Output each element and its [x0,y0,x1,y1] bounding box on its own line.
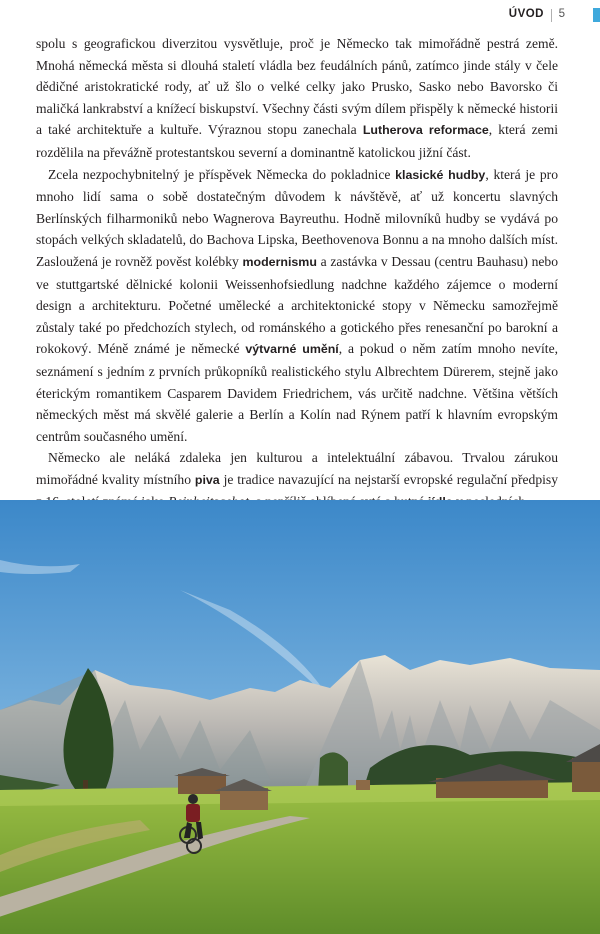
text-run: , a pokud o něm zatím mnoho nevíte, seznámení s jedním z prvních průkopníků realistického stylu Albrechtem Dürerem, stejně jako éterickým romantikem Casparem Davidem Friedrichem, vás určitě nadchne. Většina větších německých měst má skvělé galerie a Berlín a Kolín nad Rýnem patří k hlavním evropským centrům současného umění. [36,341,558,444]
paragraph [36,33,558,164]
text-run: Německo ale neláká zdaleka jen kulturou a intelektuální zábavou. Trvalou zárukou mimořádné kvality místního [36,450,558,487]
highlighted-term: klasické hudby [395,167,486,182]
highlighted-term: Lutherova reformace [362,123,489,138]
text-run: , která je pro mnoho lidí sama o sobě dostatečným důvodem k návštěvě, ať už koncertu slavných Berlínských filharmoniků nebo Wagnerova Bayreuthu. Hodně milovníků hudby se vydává po stopách velkých skladatelů, do Bachova Lipska, Beethovenova Bonnu a na mnoho dalších míst. Zasloužená je rovněž pověst kolébky [36,166,558,269]
text-run: spolu s geografickou diverzitou vysvětluje, proč je Německo tak mimořádně pestrá země. Mnohá německá města si dlouhá staletí vládla bez feudálních pánů, zatímco jinde stály v čele dědičné aristokratické rody, ať už šlo o velké celky jako Prusko, Sasko nebo Bavorsko či maličká lankrabství a knížecí biskupství. Všechny části svým dílem přispěly k německé historii a také architektuře a kultuře. Výraznou stopu zanechala [36,36,558,138]
header-divider [551,9,552,22]
highlighted-term: modernismu [242,254,317,269]
paragraph [36,164,558,448]
running-header [0,8,600,24]
text-run: a zastávka v Dessau (centru Bauhasu) nebo ve stuttgartské dělnické kolonii Weissenhofsiedlung nadchne každého zájemce o moderní design a architekturu. Početné umělecké a architektonické stopy v Německu samozřejmě zůstaly také po předchozích stylech, od románského a gotického přes renesanční po barokní a rokokový. Méně známé je německé [36,253,559,357]
text-run: je tradice navazující na nejstarší evropské regulační předpisy [223,471,558,487]
text-run: Zcela nezpochybnitelný je příspěvek Německa do pokladnice [48,166,396,182]
highlighted-term: piva [194,472,220,487]
chapter-color-tab [593,8,600,22]
highlighted-term: výtvarné umění [245,342,339,357]
body-text [36,33,558,514]
photo-alpine-meadow-cyclist [0,500,600,934]
text-run: , která zemi rozdělila na převážně protestantskou severní a dominantně katolickou jižní část. [36,122,559,160]
section-title: ÚVOD [508,8,544,20]
page-number: 5 [558,8,565,20]
